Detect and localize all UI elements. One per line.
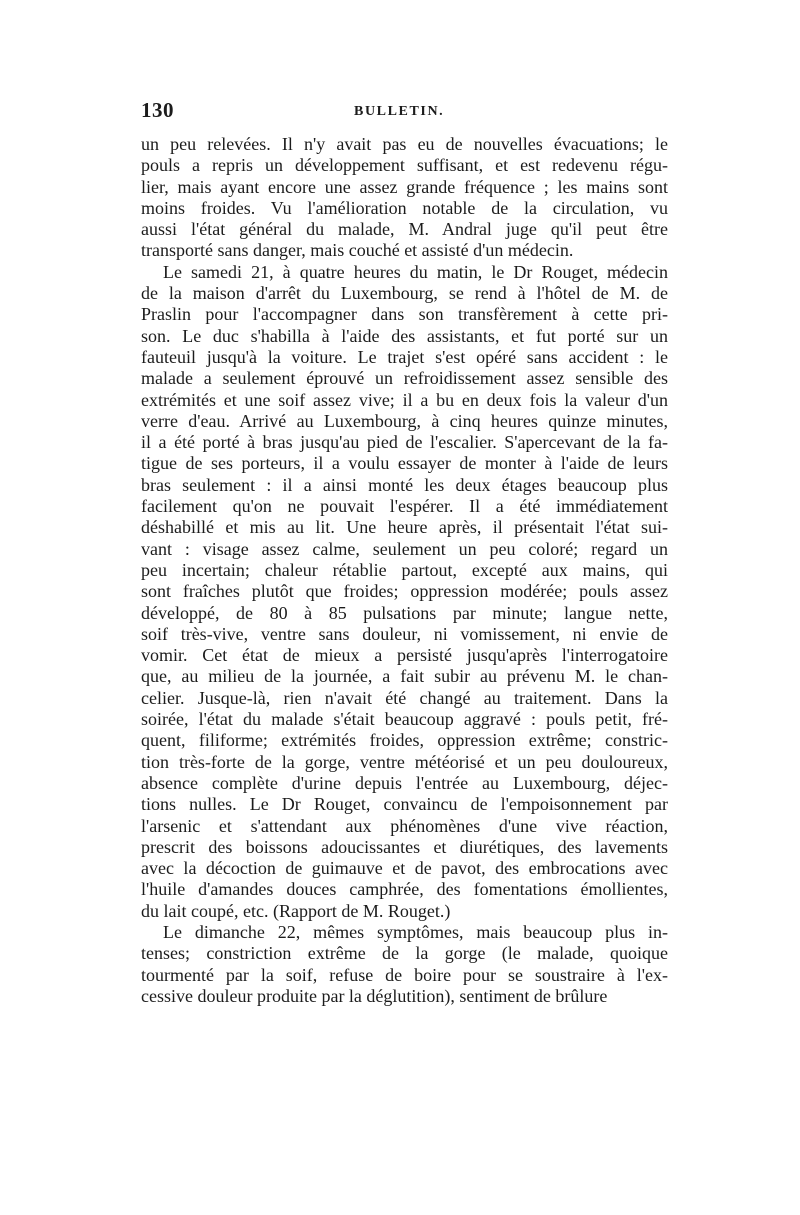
text-line: tions nulles. Le Dr Rouget, convaincu de l'empoisonnement par	[141, 794, 668, 815]
page-number: 130	[141, 98, 174, 122]
text-line: il a été porté à bras jusqu'au pied de l'escalier. S'apercevant de la fa-	[141, 432, 668, 453]
text-line: Praslin pour l'accompagner dans son transfèrement à cette pri-	[141, 304, 668, 325]
text-line: un peu relevées. Il n'y avait pas eu de nouvelles évacuations; le	[141, 134, 668, 154]
text-line: celier. Jusque-là, rien n'avait été changé au traitement. Dans la	[141, 687, 668, 708]
text-line: prescrit des boissons adoucissantes et diurétiques, des lavements	[141, 836, 668, 857]
text-line: fauteuil jusqu'à la voiture. Le trajet s'est opéré sans accident : le	[141, 346, 668, 367]
text-line: malade a seulement éprouvé un refroidissement assez sensible des	[141, 368, 668, 389]
text-line: pouls a repris un développement suffisant, et est redevenu régu-	[141, 155, 668, 176]
text-line: bras seulement : il a ainsi monté les deux étages beaucoup plus	[141, 474, 668, 495]
text-line: Le samedi 21, à quatre heures du matin, le Dr Rouget, médecin	[163, 261, 668, 282]
text-line: tion très-forte de la gorge, ventre météorisé et un peu douloureux,	[141, 751, 668, 772]
text-line: facilement qu'on ne pouvait l'espérer. Il a été immédiatement	[141, 496, 668, 517]
body-text	[141, 134, 668, 1007]
text-line: sont fraîches plutôt que froides; oppression modérée; pouls assez	[141, 581, 668, 602]
text-line: vomir. Cet état de mieux a persisté jusqu'après l'interrogatoire	[141, 645, 668, 666]
text-line: lier, mais ayant encore une assez grande fréquence ; les mains sont	[141, 176, 668, 197]
text-line: soirée, l'état du malade s'était beaucoup aggravé : pouls petit, fré-	[141, 709, 668, 730]
text-line: extrémités et une soif assez vive; il a bu en deux fois la valeur d'un	[141, 389, 668, 410]
text-line: absence complète d'urine depuis l'entrée au Luxembourg, déjec-	[141, 772, 668, 793]
paragraph	[141, 134, 668, 262]
text-line: transporté sans danger, mais couché et assisté d'un médecin.	[141, 240, 574, 261]
text-line: tenses; constriction extrême de la gorge (le malade, quoique	[141, 943, 668, 964]
running-header	[141, 98, 668, 132]
text-line: avec la décoction de guimauve et de pavot, des embrocations avec	[141, 858, 668, 879]
text-line: aussi l'état général du malade, M. Andral juge qu'il peut être	[141, 219, 668, 240]
text-line: vant : visage assez calme, seulement un peu coloré; regard un	[141, 538, 668, 559]
text-line: moins froides. Vu l'amélioration notable de la circulation, vu	[141, 197, 668, 218]
text-line: tourmenté par la soif, refuse de boire pour se soustraire à l'ex-	[141, 964, 668, 985]
text-line: son. Le duc s'habilla à l'aide des assistants, et fut porté sur un	[141, 325, 668, 346]
running-title: BULLETIN.	[354, 104, 445, 119]
text-line: développé, de 80 à 85 pulsations par minute; langue nette,	[141, 602, 668, 623]
text-line: verre d'eau. Arrivé au Luxembourg, à cinq heures quinze minutes,	[141, 410, 668, 431]
text-line: déshabillé et mis au lit. Une heure après, il présentait l'état sui-	[141, 517, 668, 538]
text-line: soif très-vive, ventre sans douleur, ni vomissement, ni envie de	[141, 623, 668, 644]
text-line: cessive douleur produite par la déglutition), sentiment de brûlure	[141, 985, 608, 1006]
text-line: que, au milieu de la journée, a fait subir au prévenu M. le chan-	[141, 666, 668, 687]
text-line: quent, filiforme; extrémités froides, oppression extrême; constric-	[141, 730, 668, 751]
text-line: l'huile d'amandes douces camphrée, des fomentations émollientes,	[141, 879, 668, 900]
text-line: tigue de ses porteurs, il a voulu essayer de monter à l'aide de leurs	[141, 453, 668, 474]
text-line: peu incertain; chaleur rétablie partout, excepté aux mains, qui	[141, 559, 668, 580]
text-line: de la maison d'arrêt du Luxembourg, se rend à l'hôtel de M. de	[141, 283, 668, 304]
paragraph	[141, 922, 668, 1007]
text-line: Le dimanche 22, mêmes symptômes, mais beaucoup plus in-	[163, 921, 668, 942]
paragraph	[141, 262, 668, 922]
text-line: du lait coupé, etc. (Rapport de M. Rouget.)	[141, 900, 451, 921]
book-page	[141, 98, 668, 1007]
text-line: l'arsenic et s'attendant aux phénomènes d'une vive réaction,	[141, 815, 668, 836]
